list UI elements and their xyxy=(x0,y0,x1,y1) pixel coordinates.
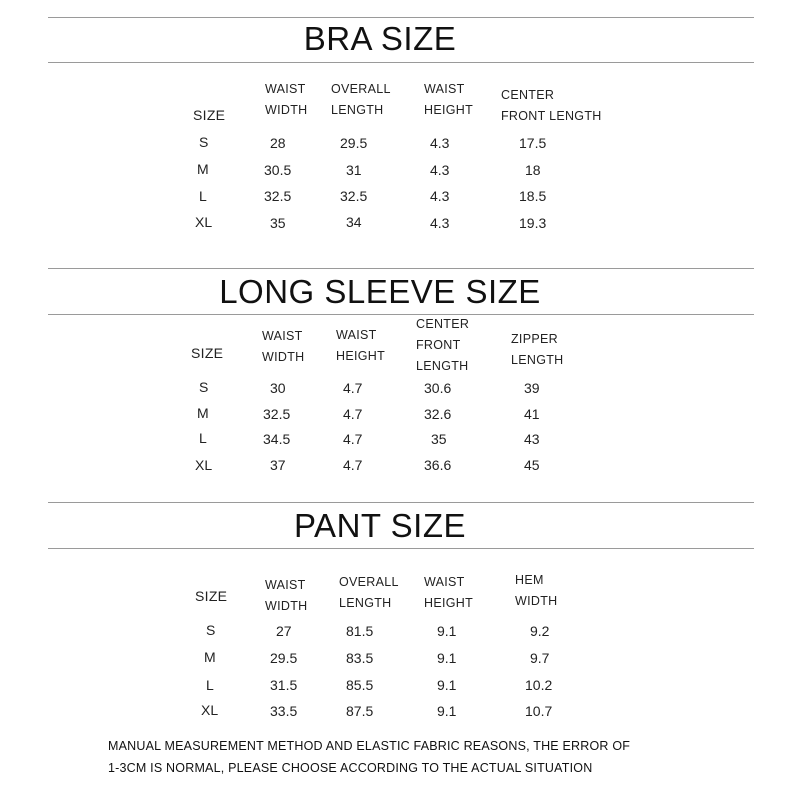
value-cell: 81.5 xyxy=(346,623,374,639)
value-cell: 31.5 xyxy=(270,677,298,693)
value-cell: 32.6 xyxy=(424,406,452,422)
value-cell: 9.1 xyxy=(437,623,457,639)
value-cell: 32.5 xyxy=(340,188,368,204)
size-cell: L xyxy=(199,430,207,446)
value-cell: 32.5 xyxy=(264,188,292,204)
value-cell: 35 xyxy=(431,431,447,447)
value-cell: 9.1 xyxy=(437,703,457,719)
value-cell: 32.5 xyxy=(263,406,291,422)
value-cell: 4.3 xyxy=(430,188,450,204)
value-cell: 10.7 xyxy=(525,703,553,719)
value-cell: 37 xyxy=(270,457,286,473)
bra-title: BRA SIZE xyxy=(303,20,457,57)
value-cell: 27 xyxy=(276,623,292,639)
sleeve-title: LONG SLEEVE SIZE xyxy=(219,273,541,310)
bra-top-rule xyxy=(48,17,754,18)
value-cell: 36.6 xyxy=(424,457,452,473)
value-cell: 85.5 xyxy=(346,677,374,693)
value-cell: 43 xyxy=(524,431,540,447)
value-cell: 45 xyxy=(524,457,540,473)
pant-bottom-rule xyxy=(48,548,754,549)
value-cell: 35 xyxy=(270,215,286,231)
pant-top-rule xyxy=(48,502,754,503)
value-cell: 4.3 xyxy=(430,162,450,178)
sleeve-header-waist-height: WAIST HEIGHT xyxy=(336,328,386,363)
size-cell: L xyxy=(199,188,207,204)
pant-title: PANT SIZE xyxy=(294,507,466,544)
value-cell: 30.5 xyxy=(264,162,292,178)
value-cell: 17.5 xyxy=(519,135,547,151)
value-cell: 33.5 xyxy=(270,703,298,719)
value-cell: 29.5 xyxy=(270,650,298,666)
size-cell: S xyxy=(206,622,216,638)
size-cell: L xyxy=(206,677,214,693)
size-cell: XL xyxy=(195,214,213,230)
value-cell: 4.7 xyxy=(343,431,363,447)
size-cell: XL xyxy=(201,702,219,718)
value-cell: 4.7 xyxy=(343,406,363,422)
pant-header-waist-width: WAIST WIDTH xyxy=(265,578,308,613)
value-cell: 31 xyxy=(346,162,362,178)
sleeve-header-center-front-length: CENTER FRONT LENGTH xyxy=(416,317,470,373)
value-cell: 39 xyxy=(524,380,540,396)
value-cell: 9.1 xyxy=(437,677,457,693)
size-cell: M xyxy=(204,649,216,665)
sleeve-size-header: SIZE xyxy=(191,345,224,361)
value-cell: 9.1 xyxy=(437,650,457,666)
bra-header-waist-height: WAIST HEIGHT xyxy=(424,82,474,117)
pant-header-hem-width: HEM WIDTH xyxy=(515,573,558,608)
bra-header-waist-width: WAIST WIDTH xyxy=(265,82,308,117)
value-cell: 28 xyxy=(270,135,286,151)
pant-header-overall-length: OVERALL LENGTH xyxy=(339,575,399,610)
sleeve-bottom-rule xyxy=(48,314,754,315)
value-cell: 30.6 xyxy=(424,380,452,396)
value-cell: 34.5 xyxy=(263,431,291,447)
value-cell: 9.7 xyxy=(530,650,550,666)
sleeve-header-zipper-length: ZIPPER LENGTH xyxy=(511,332,564,367)
value-cell: 30 xyxy=(270,380,286,396)
value-cell: 4.3 xyxy=(430,135,450,151)
sleeve-header-waist-width: WAIST WIDTH xyxy=(262,329,305,364)
value-cell: 10.2 xyxy=(525,677,553,693)
size-cell: S xyxy=(199,379,209,395)
size-cell: S xyxy=(199,134,209,150)
value-cell: 34 xyxy=(346,214,362,230)
size-cell: M xyxy=(197,405,209,421)
pant-header-waist-height: WAIST HEIGHT xyxy=(424,575,474,610)
value-cell: 4.7 xyxy=(343,457,363,473)
sleeve-top-rule xyxy=(48,268,754,269)
value-cell: 87.5 xyxy=(346,703,374,719)
value-cell: 19.3 xyxy=(519,215,547,231)
bra-size-header: SIZE xyxy=(193,107,226,123)
measurement-note-line-2: 1-3CM IS NORMAL, PLEASE CHOOSE ACCORDING TO THE ACTUAL SITUATION xyxy=(108,761,593,775)
bra-bottom-rule xyxy=(48,62,754,63)
size-cell: XL xyxy=(195,457,213,473)
value-cell: 4.7 xyxy=(343,380,363,396)
measurement-note-line-1: MANUAL MEASUREMENT METHOD AND ELASTIC FABRIC REASONS, THE ERROR OF xyxy=(108,739,631,753)
value-cell: 29.5 xyxy=(340,135,368,151)
value-cell: 9.2 xyxy=(530,623,550,639)
pant-size-header: SIZE xyxy=(195,588,228,604)
value-cell: 41 xyxy=(524,406,540,422)
size-cell: M xyxy=(197,161,209,177)
value-cell: 4.3 xyxy=(430,215,450,231)
bra-header-center-front-length: CENTER FRONT LENGTH xyxy=(501,88,602,123)
value-cell: 18.5 xyxy=(519,188,547,204)
value-cell: 18 xyxy=(525,162,541,178)
value-cell: 83.5 xyxy=(346,650,374,666)
bra-header-overall-length: OVERALL LENGTH xyxy=(331,82,391,117)
